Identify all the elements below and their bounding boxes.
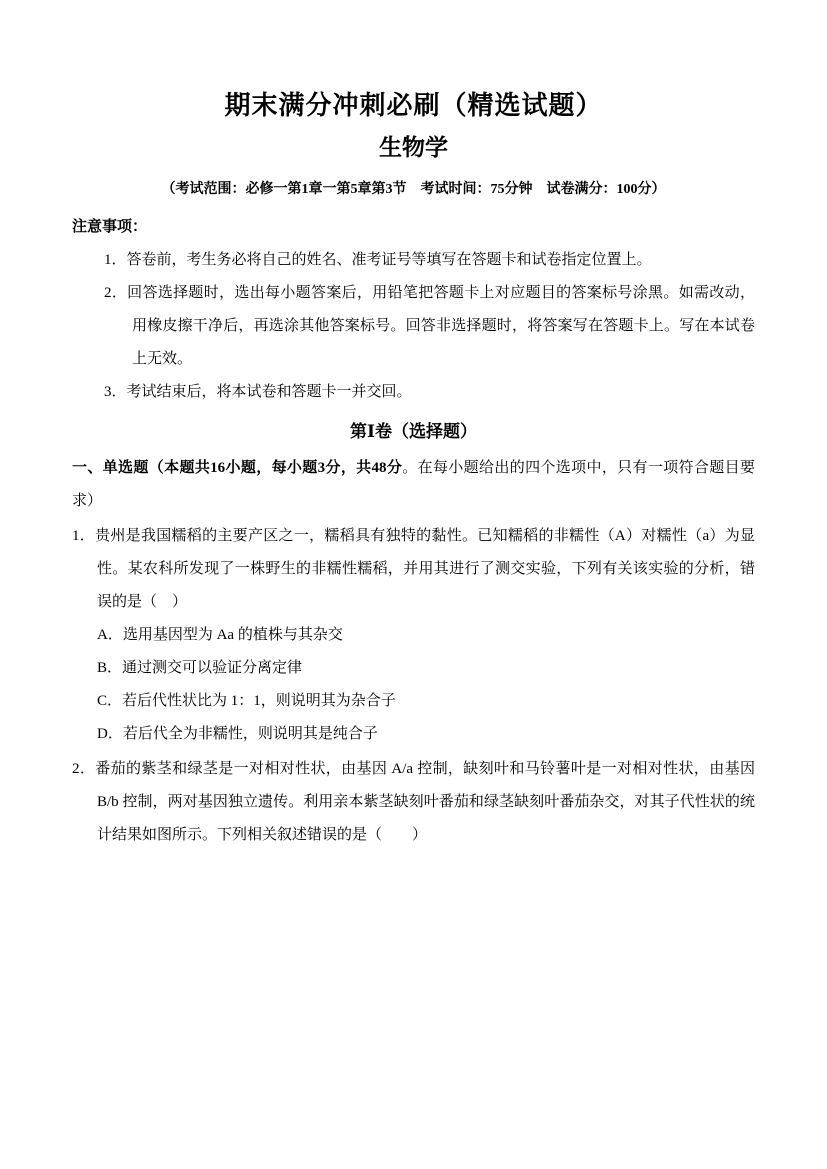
- section-heading: [72, 452, 755, 518]
- exam-info-line: （考试范围：必修一第1章一第5章第3节 考试时间：75分钟 试卷满分：100分）: [161, 181, 666, 197]
- volume-title: 第Ⅰ卷（选择题）: [350, 421, 477, 441]
- section-heading-bold: 一、单选题（本题共16小题，每小题3分，共48分: [72, 460, 403, 477]
- question-1-option-b: B．通过测交可以验证分离定律: [97, 660, 303, 677]
- question-1-option-d: D．若后代全为非糯性，则说明其是纯合子: [97, 726, 378, 743]
- notice-heading: 注意事项：: [72, 218, 148, 235]
- question-1: [72, 520, 755, 751]
- section-heading-regular: 。在每小题给出的四个选项中，只有一项符合题目要求）: [72, 460, 755, 510]
- paper-title: 期末满分冲刺必刷（精选试题）: [224, 91, 603, 120]
- notice-item-3: 3．考试结束后，将本试卷和答题卡一并交回。: [104, 383, 412, 400]
- question-1-stem: 1．贵州是我国糯稻的主要产区之一，糯稻具有独特的黏性。已知糯稻的非糯性（A）对糯性（a）为显性。某农科所发现了一株野生的非糯性糯稻，并用其进行了测交实验，下列有关该实验的分析，错误的是（ ）: [72, 528, 755, 611]
- question-2-stem: 2．番茄的紫茎和绿茎是一对相对性状，由基因 A/a 控制，缺刻叶和马铃薯叶是一对相对性状，由基因 B/b 控制，两对基因独立遗传。利用亲本紫茎缺刻叶番茄和绿茎缺刻叶番茄杂交，对其子代性状的统计结果如图所示。下列相关叙述错误的是（ ）: [72, 761, 755, 844]
- question-2: [72, 753, 755, 852]
- question-1-option-a: A．选用基因型为 Aa 的植株与其杂交: [97, 627, 343, 644]
- question-1-option-c: C．若后代性状比为 1：1，则说明其为杂合子: [97, 693, 396, 710]
- notice-item-2: 2．回答选择题时，选出每小题答案后，用铅笔把答题卡上对应题目的答案标号涂黑。如需改动，用橡皮擦干净后，再选涂其他答案标号。回答非选择题时，将答案写在答题卡上。写在本试卷上无效。: [104, 284, 755, 367]
- subject-title: 生物学: [379, 135, 448, 161]
- notice-item-1: 1．答卷前，考生务必将自己的姓名、准考证号等填写在答题卡和试卷指定位置上。: [104, 251, 652, 268]
